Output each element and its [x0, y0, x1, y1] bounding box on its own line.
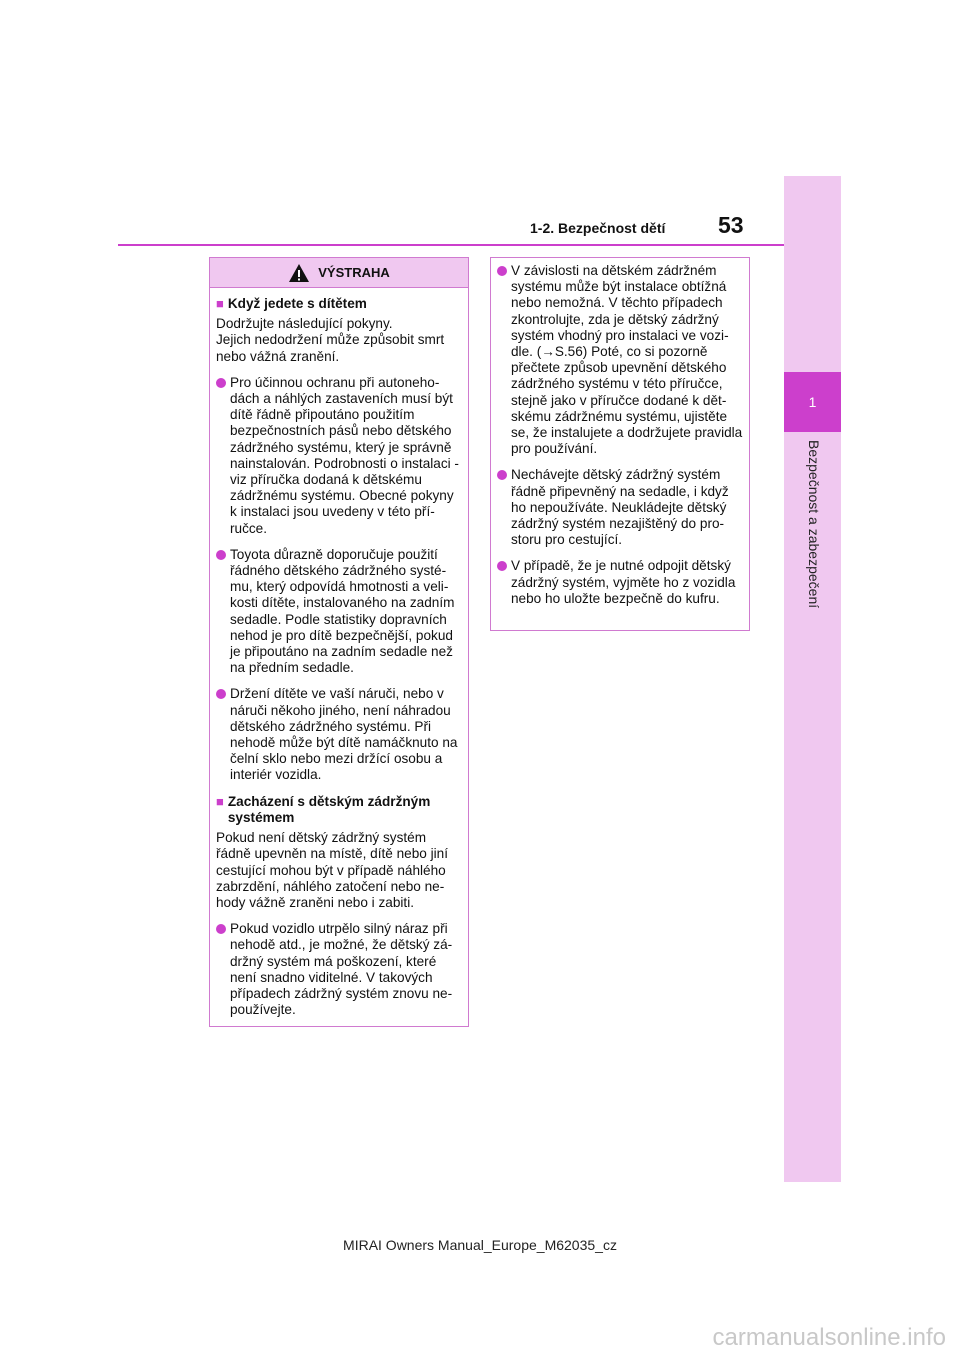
- bullet-dot-icon: [497, 266, 507, 276]
- bullet-dot-icon: [497, 470, 507, 480]
- warning-left-content: [210, 288, 468, 1032]
- subheading: ■ Zacházení s dětským zádržným systémem: [216, 793, 431, 825]
- warning-header: [210, 258, 468, 288]
- chapter-label: Bezpečnost a zabezpečení: [806, 440, 822, 609]
- chapter-number: 1: [784, 372, 841, 432]
- page-number: 53: [718, 212, 744, 238]
- bullet-dot-icon: [497, 561, 507, 571]
- bullet-item: Držení dítěte ve vaší náruči, nebo v náruči někoho jiného, není náhradou dětského zádržného systému. Při nehodě může být dítě namáčknuto na čelní sklo nebo mezi držící osobu a interiér vozidla.: [216, 686, 462, 783]
- bullet-dot-icon: [216, 378, 226, 388]
- footer-manual-id: MIRAI Owners Manual_Europe_M62035_cz: [343, 1237, 617, 1253]
- square-bullet-icon: ■: [216, 296, 224, 311]
- header-rule: [118, 244, 784, 246]
- subheading: ■ Když jedete s dítětem: [216, 296, 367, 311]
- warning-title: VÝSTRAHA: [318, 265, 390, 280]
- warning-triangle-icon: [288, 263, 310, 283]
- bullet-item: V případě, že je nutné odpojit dětský zádržný systém, vyjměte ho z vozidla nebo ho uložte bezpečně do kufru.: [497, 558, 743, 607]
- warning-box: [209, 257, 469, 1027]
- chapter-side-tab: [784, 176, 841, 1182]
- paragraph: Pokud není dětský zádržný systém řádně upevněn na místě, dítě nebo jiní cestující mohou být v případě náhlého zabrzdění, náhlého zatočení nebo nehody vážně zraněni nebo i zabiti.: [216, 830, 449, 910]
- bullet-item: Pro účinnou ochranu při autonehodách a náhlých zastaveních musí být dítě řádně připoutáno použitím bezpečnostních pásů nebo dětského zádržného systému, který je správně nainstalován. Podrobnosti o instalaci - viz příručka dodaná k dětskému zádržnému systému. Obecné pokyny k instalaci jsou uvedeny v této příručce.: [216, 375, 462, 537]
- square-bullet-icon: ■: [216, 793, 224, 809]
- bullet-dot-icon: [216, 550, 226, 560]
- bullet-item: Toyota důrazně doporučuje použití řádného dětského zádržného systému, který odpovídá hmotnosti a velikosti dítěte, instalovaného na zadním sedadle. Podle statistiky dopravních nehod je pro dítě bezpečnější, pokud je připoutáno na zadním sedadle než na předním sedadle.: [216, 547, 462, 677]
- bullet-item: Nechávejte dětský zádržný systém řádně připevněný na sedadle, i když ho nepoužíváte. Neukládejte dětský zádržný systém nezajištěný do prostoru pro cestující.: [497, 467, 743, 548]
- paragraph: Dodržujte následující pokyny. Jejich nedodržení může způsobit smrt nebo vážná zranění.: [216, 316, 445, 364]
- watermark: carmanualsonline.info: [712, 1324, 946, 1351]
- section-title: 1-2. Bezpečnost dětí: [530, 220, 666, 236]
- bullet-dot-icon: [216, 689, 226, 699]
- bullet-dot-icon: [216, 924, 226, 934]
- warning-box-continued: [490, 257, 750, 631]
- warning-right-content: [491, 258, 749, 621]
- bullet-item: Pokud vozidlo utrpělo silný náraz při nehodě atd., je možné, že dětský zádržný systém má poškození, které není snadno viditelné. V takových případech zádržný systém znovu nepoužívejte.: [216, 921, 462, 1018]
- bullet-item: V závislosti na dětském zádržném systému může být instalace obtížná nebo nemožná. V těchto případech zkontrolujte, zda je dětský zádržný systém vhodný pro instalaci ve vozidle. (→S.56) Poté, co si pozorně přečtete způsob upevnění dětského zádržného systému v této příručce, stejně jako v příručce dodané k dětskému zádržnému systému, ujistěte se, že instalujete a dodržujete pravidla pro používání.: [497, 263, 743, 457]
